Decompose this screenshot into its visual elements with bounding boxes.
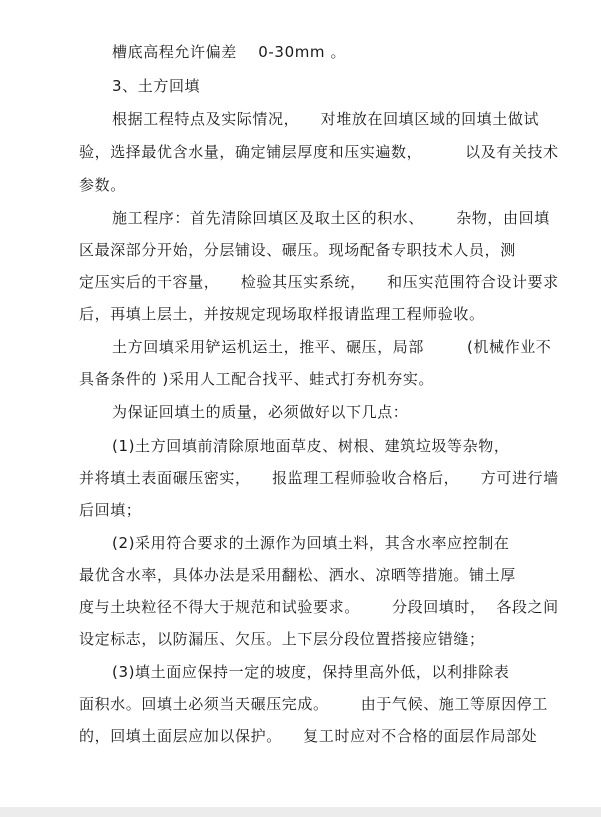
section-heading: 3、土方回填 (112, 77, 201, 95)
text-line: (2)采用符合要求的土源作为回填土料，其含水率应控制在 (112, 534, 510, 552)
text-line: 的，回填土面层应加以保护。 复工时应对不合格的面层作局部处 (79, 727, 538, 745)
text-line: 参数。 (79, 176, 126, 194)
text-line: (3)填土面应保持一定的坡度，保持里高外低，以利排除表 (112, 663, 510, 681)
text-line: 具备条件的 )采用人工配合找平、蛙式打夯机夯实。 (79, 370, 435, 388)
text-line: 施工程序：首先清除回填区及取土区的积水、 杂物，由回填 (112, 209, 550, 227)
text-line: 根据工程特点及实际情况， 对堆放在回填区域的回填土做试 (112, 110, 540, 128)
text-line: 度与土块粒径不得大于规范和试验要求。 分段回填时， 各段之间 (79, 598, 559, 616)
page-bottom-edge (0, 807, 601, 817)
text-line: 区最深部分开始，分层铺设、碾压。现场配备专职技术人员，测 (79, 241, 516, 259)
text-line: 为保证回填土的质量，必须做好以下几点： (112, 403, 409, 421)
text-line: 并将填土表面碾压密实， 报监理工程师验收合格后， 方可进行墙 (79, 469, 559, 487)
text-line: (1)土方回填前清除原地面草皮、树根、建筑垃圾等杂物， (112, 437, 510, 455)
text-line: 槽底高程允许偏差 0-30mm 。 (112, 43, 347, 61)
text-line: 后，再填上层土，并按规定现场取样报请监理工程师验收。 (79, 305, 485, 323)
text-line: 最优含水率，具体办法是采用翻松、洒水、凉晒等措施。铺土厚 (79, 566, 516, 584)
text-line: 设定标志，以防漏压、欠压。上下层分段位置搭接应错缝； (79, 630, 485, 648)
text-line: 土方回填采用铲运机运土，推平、碾压，局部 (机械作业不 (112, 338, 552, 356)
text-line: 面积水。回填土必须当天碾压完成。 由于气候、施工等原因停工 (79, 695, 549, 713)
text-line: 定压实后的干容量， 检验其压实系统， 和压实范围符合设计要求 (79, 273, 559, 291)
text-line: 后回填； (79, 501, 142, 519)
text-line: 验，选择最优含水量，确定铺层厚度和压实遍数， 以及有关技术 (79, 143, 559, 161)
